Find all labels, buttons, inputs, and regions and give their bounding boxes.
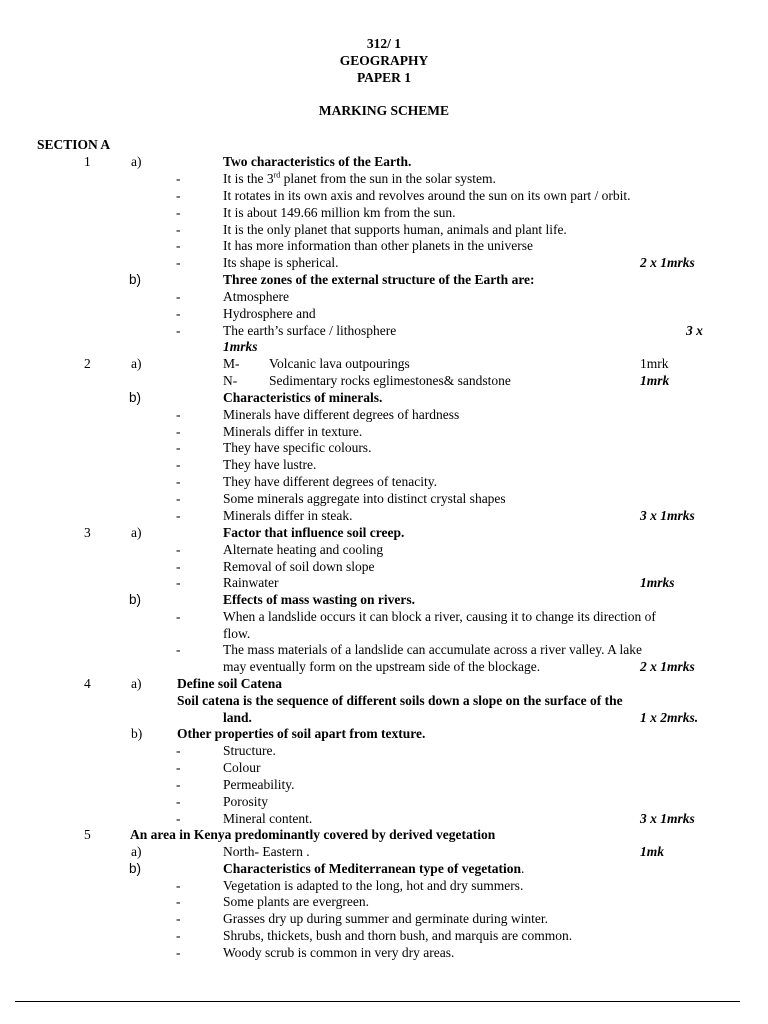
answer-text: Some minerals aggregate into distinct crystal shapes [223,491,506,506]
answer-text [223,170,496,187]
answer-text: Removal of soil down slope [223,559,375,574]
list-item [0,507,768,524]
answer-text: Shrubs, thickets, bush and thorn bush, and marquis are common. [223,928,573,943]
bullet-dash: - [176,424,181,439]
bullet-dash: - [176,575,181,590]
list-item [0,742,768,759]
bullet-dash: - [176,289,181,304]
answer-text: It rotates in its own axis and revolves around the sun on its own part / orbit. [223,188,631,203]
list-item [0,793,768,810]
bullet-dash: - [176,171,181,186]
question-2-b-row [0,389,768,406]
question-4-a-row [0,675,768,692]
bullet-dash: - [176,457,181,472]
bullet-dash: - [176,642,181,657]
bullet-dash: - [176,255,181,270]
part-label: a) [131,844,142,859]
list-item [0,944,768,961]
paper-number: PAPER 1 [356,70,412,85]
answer-row [0,372,768,389]
answer-text: The earth’s surface / lithosphere [223,323,397,338]
part-label: b) [129,390,142,405]
list-item-continuation [0,658,768,675]
bullet-dash: - [176,928,181,943]
marks-allocation: 1mrk [640,356,669,371]
bullet-dash: - [176,323,181,338]
list-item [0,439,768,456]
answer-text: Permeability. [223,777,295,792]
answer-text: Porosity [223,794,269,809]
part-label: a) [131,356,142,371]
marks-allocation: 3 x 1mrks [640,508,695,523]
part-label: a) [131,676,142,691]
list-item [0,221,768,238]
definition-row [0,692,768,709]
list-item [0,558,768,575]
bullet-dash: - [176,238,181,253]
part-heading: Effects of mass wasting on rivers. [223,592,415,607]
marks-allocation: 1 x 2mrks. [640,710,699,725]
bullet-dash: - [176,760,181,775]
section-heading-row [0,136,768,153]
answer-text: North- Eastern . [223,844,310,859]
question-5-a-row [0,843,768,860]
bullet-dash: - [176,609,181,624]
answer-text: Sedimentary rocks eglimestones& sandstone [269,373,511,388]
list-item [0,893,768,910]
bullet-dash: - [176,440,181,455]
bullet-dash: - [176,407,181,422]
answer-text: The mass materials of a landslide can accumulate across a river valley. A lake [223,642,642,657]
question-3-a-row [0,524,768,541]
footer-rule-right [613,1001,740,1002]
list-item [0,574,768,591]
part-heading: Three zones of the external structure of the Earth are: [223,272,535,287]
part-label: a) [131,525,142,540]
part-heading: Other properties of soil apart from texture. [177,726,426,741]
bullet-dash: - [176,306,181,321]
part-label: b) [129,861,142,876]
bullet-dash: - [176,777,181,792]
bullet-dash: - [176,811,181,826]
list-item [0,305,768,322]
list-item [0,254,768,271]
answer-text: Its shape is spherical. [223,255,339,270]
answer-text: It is about 149.66 million km from the sun. [223,205,456,220]
bullet-dash: - [176,222,181,237]
question-number: 1 [84,154,91,169]
marks-allocation: 1mrks [640,575,675,590]
question-5-b-row [0,860,768,877]
answer-text: It has more information than other planets in the universe [223,238,534,253]
list-item [0,237,768,254]
marks-allocation: 1mk [640,844,665,859]
answer-text: Minerals differ in steak. [223,508,353,523]
part-label: a) [131,154,142,169]
bullet-dash: - [176,205,181,220]
paper-code: 312/ 1 [366,36,402,51]
list-item-continuation [0,625,768,642]
answer-text: Atmosphere [223,289,289,304]
marks-continuation-row [0,338,768,355]
answer-text: flow. [223,626,251,641]
list-item [0,406,768,423]
marks-allocation: 3 x 1mrks [640,811,695,826]
list-item [0,288,768,305]
answer-text: Some plants are evergreen. [223,894,369,909]
list-item [0,759,768,776]
answer-text-post: planet from the sun in the solar system. [280,171,496,186]
part-heading: Define soil Catena [177,676,282,691]
question-3-b-row [0,591,768,608]
list-item [0,776,768,793]
part-label: b) [131,726,143,741]
list-item [0,170,768,187]
question-number: 3 [84,525,91,540]
list-item [0,927,768,944]
part-heading: Two characteristics of the Earth. [223,154,412,169]
part-heading [223,860,524,877]
list-item [0,910,768,927]
bullet-dash: - [176,743,181,758]
answer-text: Minerals differ in texture. [223,424,363,439]
question-4-b-row [0,725,768,742]
list-item [0,423,768,440]
bullet-dash: - [176,542,181,557]
diagram-code: M- [223,356,240,371]
footer-rule-left [15,1001,47,1002]
bullet-dash: - [176,945,181,960]
marks-allocation: 3 x [686,323,703,338]
footer-rule-middle [47,1001,613,1002]
answer-text: Grasses dry up during summer and germinate during winter. [223,911,549,926]
bullet-dash: - [176,794,181,809]
marks-allocation: 2 x 1mrks [640,255,695,270]
question-1-a-row [0,153,768,170]
part-label: b) [129,272,142,287]
list-item [0,187,768,204]
answer-text: Volcanic lava outpourings [269,356,410,371]
answer-text: They have lustre. [223,457,317,472]
bullet-dash: - [176,878,181,893]
part-heading-text: Characteristics of Mediterranean type of vegetation [223,861,522,876]
question-number: 4 [84,676,91,691]
list-item [0,608,768,625]
document-title: MARKING SCHEME [318,103,450,118]
bullet-dash: - [176,559,181,574]
answer-text: Colour [223,760,261,775]
question-number: 5 [84,827,91,842]
bullet-dash: - [176,188,181,203]
answer-text: Mineral content. [223,811,313,826]
definition-text: land. [223,710,252,725]
section-heading: SECTION A [37,137,111,152]
marks-allocation: 1mrk [640,373,670,388]
question-1-b-row [0,271,768,288]
answer-text: Minerals have different degrees of hardness [223,407,460,422]
answer-text: Hydrosphere and [223,306,316,321]
answer-text: Woody scrub is common in very dry areas. [223,945,455,960]
part-label: b) [129,592,142,607]
marks-allocation: 1mrks [223,339,258,354]
diagram-code: N- [223,373,238,388]
list-item [0,877,768,894]
answer-text: Alternate heating and cooling [223,542,384,557]
list-item [0,473,768,490]
question-heading: An area in Kenya predominantly covered by derived vegetation [130,827,496,842]
list-item [0,641,768,658]
question-5-title-row [0,826,768,843]
part-heading: Characteristics of minerals. [223,390,383,405]
answer-text: When a landslide occurs it can block a river, causing it to change its direction of [223,609,656,624]
list-item [0,204,768,221]
part-heading: Factor that influence soil creep. [223,525,405,540]
part-heading-end: . [521,861,525,876]
question-2-a-row [0,355,768,372]
answer-text-pre: It is the 3 [223,171,274,186]
list-item [0,541,768,558]
question-number: 2 [84,356,91,371]
subject-title: GEOGRAPHY [339,53,429,68]
answer-text: It is the only planet that supports human, animals and plant life. [223,222,567,237]
bullet-dash: - [176,894,181,909]
answer-text-sup: rd [273,170,281,180]
answer-text: Vegetation is adapted to the long, hot and dry summers. [223,878,524,893]
bullet-dash: - [176,508,181,523]
answer-text: may eventually form on the upstream side of the blockage. [223,659,541,674]
list-item [0,456,768,473]
answer-text: Structure. [223,743,276,758]
definition-row [0,709,768,726]
bullet-dash: - [176,491,181,506]
bullet-dash: - [176,474,181,489]
answer-text: They have specific colours. [223,440,372,455]
answer-text: Rainwater [223,575,279,590]
answer-text: They have different degrees of tenacity. [223,474,438,489]
marks-allocation: 2 x 1mrks [640,659,695,674]
bullet-dash: - [176,911,181,926]
list-item [0,810,768,827]
definition-text: Soil catena is the sequence of different soils down a slope on the surface of the [177,693,623,708]
list-item [0,322,768,339]
list-item [0,490,768,507]
